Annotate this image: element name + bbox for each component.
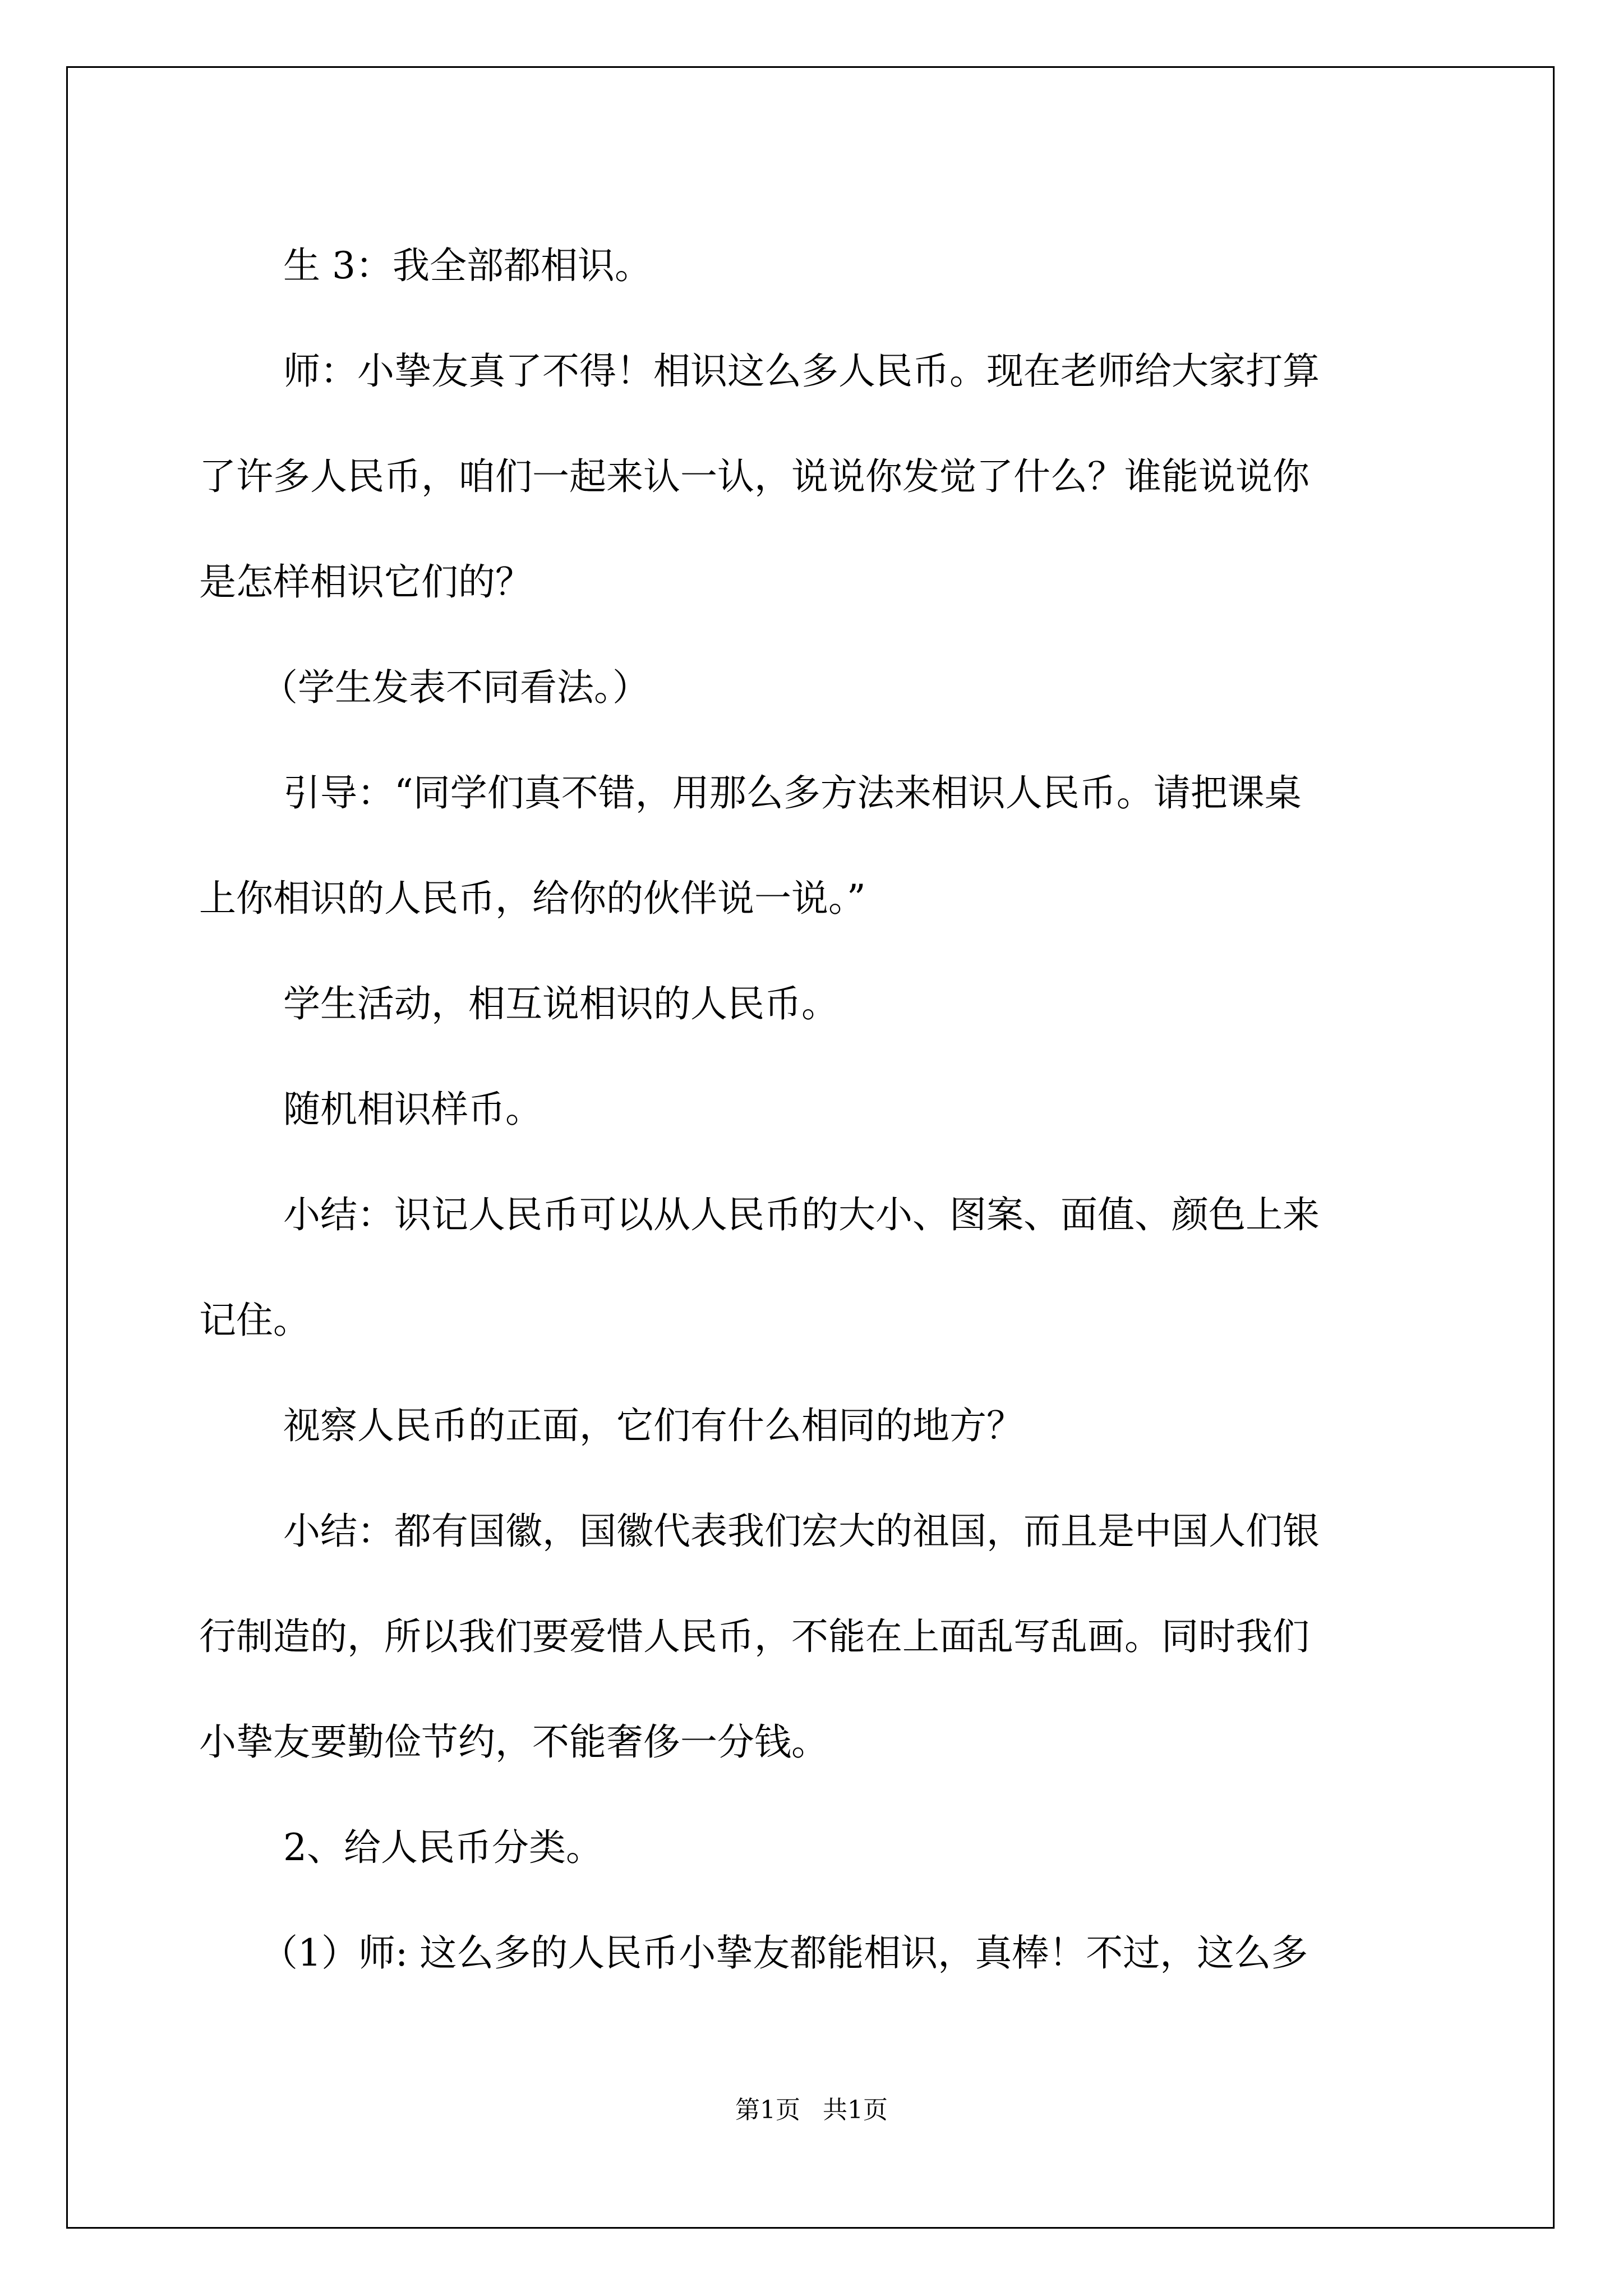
- text-line: （1）师: 这么多的人民币小挚友都能相识，真棒！不过，这么多: [261, 1931, 1308, 1975]
- paragraph: [199, 1373, 1422, 1479]
- text-line: 记住。: [199, 1299, 310, 1342]
- text-line: 师：小挚友真了不得！相识这么多人民币。现在老师给大家打算: [283, 349, 1320, 393]
- text-line: 生 3：我全部都相识。: [283, 244, 652, 287]
- text-line: 视察人民币的正面，它们有什么相同的地方？: [283, 1404, 1023, 1447]
- text-line: 上你相识的人民币，给你的伙伴说一说。”: [199, 877, 866, 920]
- text-line: 小挚友要勤俭节约，不能奢侈一分钱。: [199, 1720, 828, 1764]
- text-line: 小结：都有国徽，国徽代表我们宏大的祖国，而且是中国人们银: [283, 1510, 1320, 1553]
- text-line: 学生活动，相互说相识的人民币。: [283, 982, 838, 1025]
- paragraph: [199, 1479, 1422, 1795]
- paragraph: [199, 1162, 1422, 1373]
- paragraph: [199, 635, 1422, 740]
- paragraph: [199, 1057, 1422, 1162]
- text-line: 是怎样相识它们的？: [199, 560, 532, 604]
- text-line: 引导：“同学们真不错，用那么多方法来相识人民币。请把课桌: [283, 771, 1302, 815]
- text-line: 2、给人民币分类。: [283, 1826, 603, 1869]
- page-number-current: 第1页: [735, 2096, 800, 2124]
- paragraph: [199, 740, 1422, 951]
- text-line: 了许多人民币，咱们一起来认一认，说说你发觉了什么？谁能说说你: [199, 455, 1310, 498]
- document-body: [199, 213, 1422, 2006]
- page-footer: [0, 2090, 1623, 2125]
- text-line: 行制造的，所以我们要爱惜人民币，不能在上面乱写乱画。同时我们: [199, 1615, 1310, 1658]
- text-line: 随机相识样币。: [283, 1088, 542, 1131]
- paragraph: [199, 319, 1422, 635]
- paragraph: [199, 213, 1422, 319]
- paragraph: [199, 1901, 1422, 2006]
- paragraph: [199, 1795, 1422, 1901]
- page-number-total: 共1页: [823, 2096, 888, 2124]
- text-line: 小结：识记人民币可以从人民币的大小、图案、面值、颜色上来: [283, 1193, 1320, 1236]
- paragraph: [199, 951, 1422, 1057]
- text-line: （学生发表不同看法。）: [261, 666, 649, 709]
